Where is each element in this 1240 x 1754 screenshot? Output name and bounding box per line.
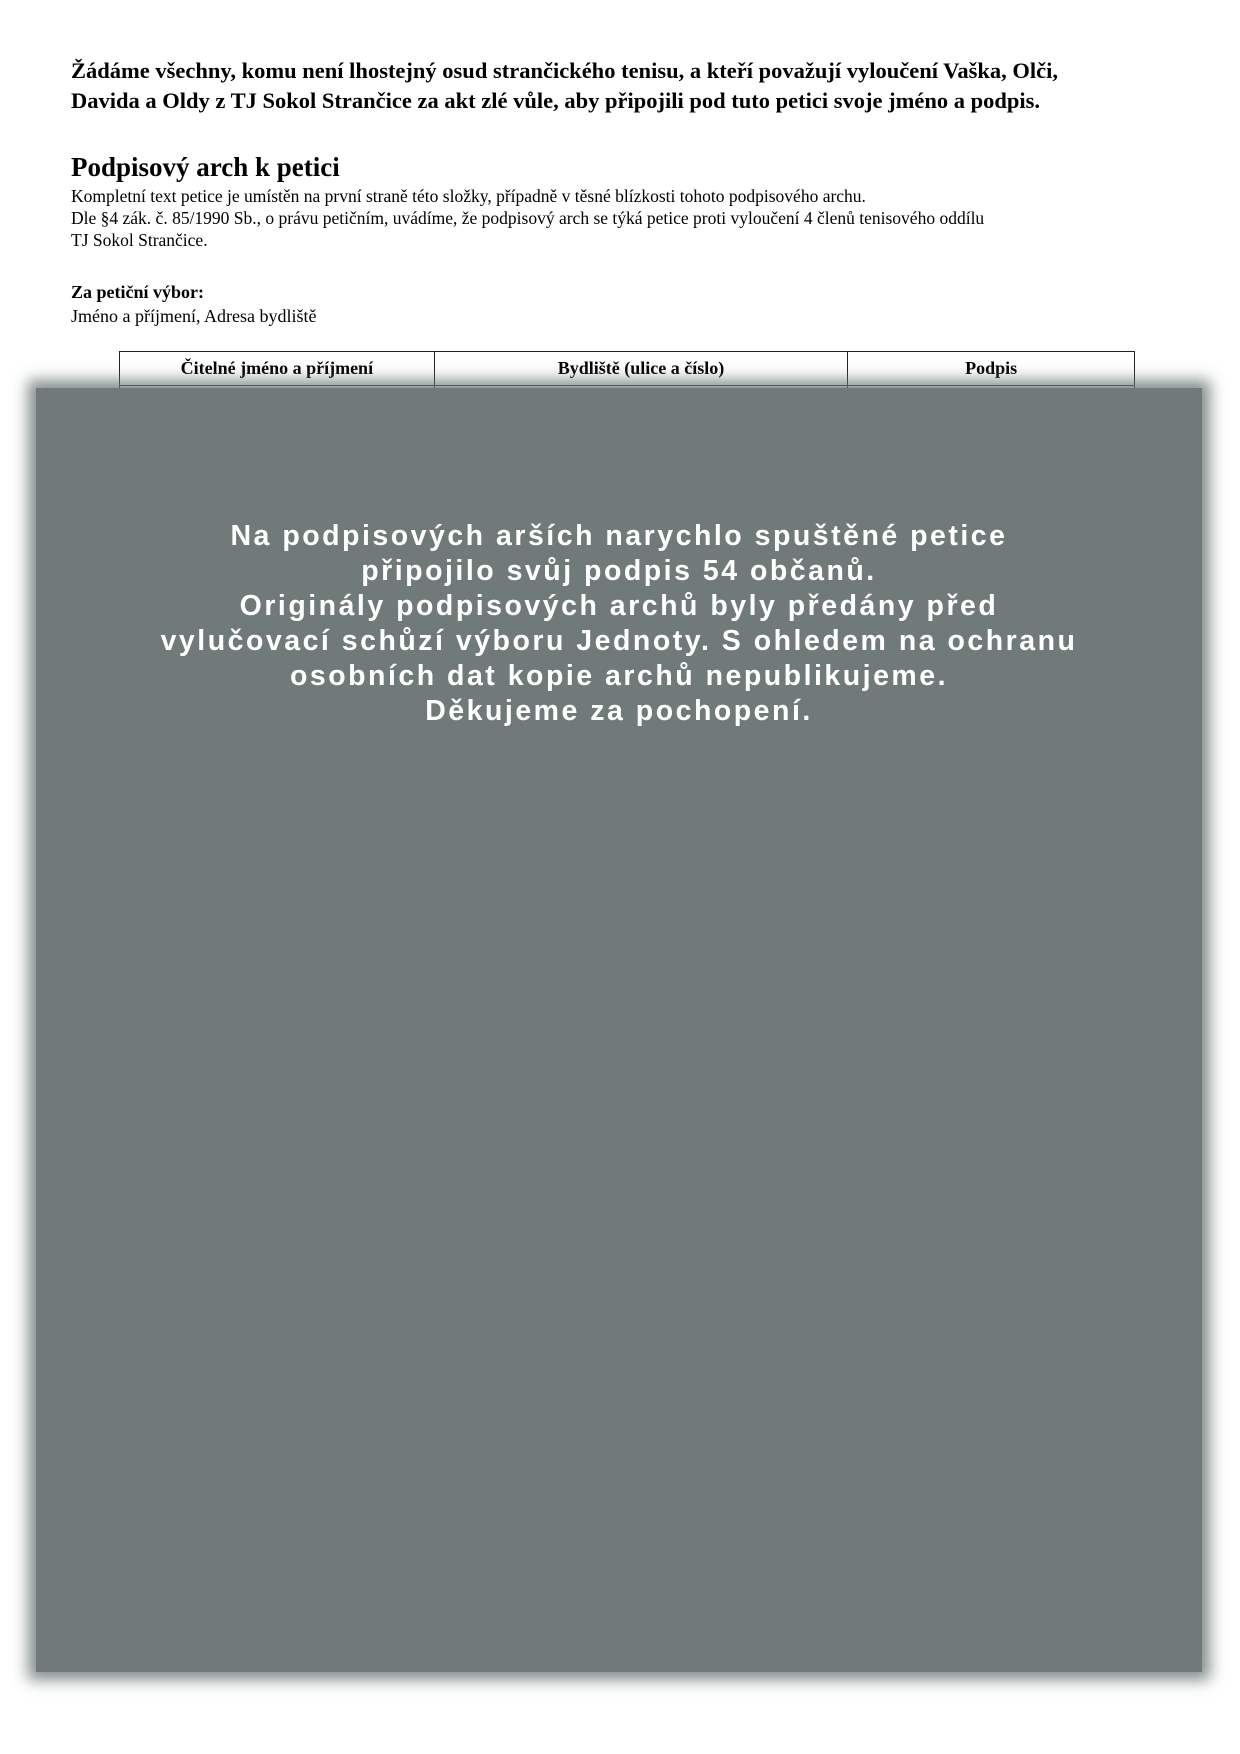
notice-line: Originály podpisových archů byly předány před xyxy=(239,590,999,622)
committee-fields: Jméno a příjmení, Adresa bydliště xyxy=(71,306,317,326)
intro-line: Dle §4 zák. č. 85/1990 Sb., o právu petičním, uvádíme, že podpisový arch se týká petice proti vyloučení 4 členů tenisového oddílu xyxy=(71,208,985,228)
intro-line: Kompletní text petice je umístěn na první straně této složky, případně v těsné blízkosti tohoto podpisového archu. xyxy=(71,186,866,206)
sheet-intro xyxy=(71,185,1181,251)
column-header-name: Čitelné jméno a příjmení xyxy=(120,352,435,386)
notice-line: osobních dat kopie archů nepublikujeme. xyxy=(289,660,949,692)
appeal-line: Žádáme všechny, komu není lhostejný osud strančického tenisu, a kteří považují vyloučení Vaška, Olči, xyxy=(71,58,1058,83)
table-header-row xyxy=(120,352,1135,386)
column-header-signature: Podpis xyxy=(848,352,1135,386)
page-title: Podpisový arch k petici xyxy=(71,152,340,182)
redaction-notice xyxy=(36,519,1202,729)
notice-line: připojilo svůj podpis 54 občanů. xyxy=(361,555,877,587)
notice-line: vylučovací schůzí výboru Jednoty. S ohledem na ochranu xyxy=(160,625,1078,657)
petition-appeal xyxy=(71,56,1181,116)
notice-line: Na podpisových arších narychlo spuštěné petice xyxy=(230,520,1008,552)
redaction-overlay xyxy=(36,388,1202,1672)
committee-label: Za petiční výbor: xyxy=(71,282,204,302)
notice-line: Děkujeme za pochopení. xyxy=(425,695,813,727)
intro-line: TJ Sokol Strančice. xyxy=(71,230,208,250)
appeal-line: Davida a Oldy z TJ Sokol Strančice za akt zlé vůle, aby připojili pod tuto petici svoje jméno a podpis. xyxy=(71,88,1041,113)
column-header-address: Bydliště (ulice a číslo) xyxy=(434,352,848,386)
